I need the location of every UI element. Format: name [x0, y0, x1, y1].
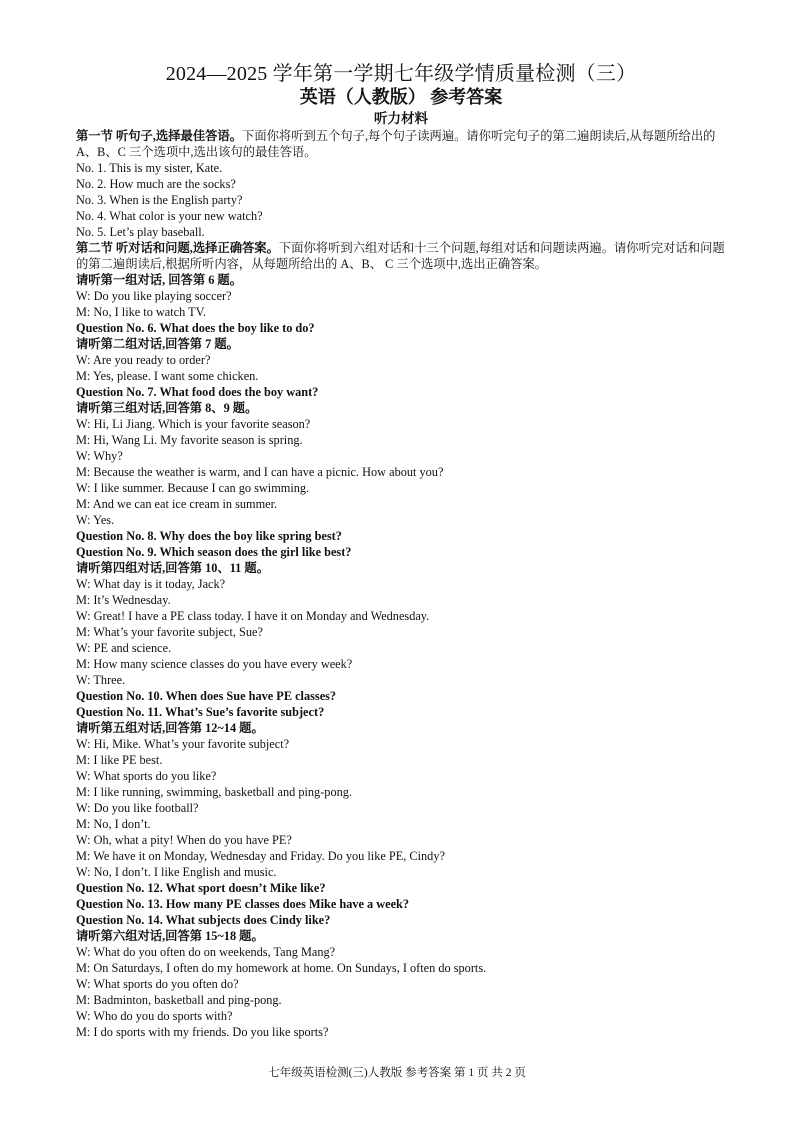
dialogue-line: M: I do sports with my friends. Do you like sports?: [76, 1025, 329, 1039]
dialogue-line: M: And we can eat ice cream in summer.: [76, 497, 278, 511]
dialogue-heading-line: Question No. 10. When does Sue have PE classes?: [76, 689, 337, 703]
page-footer: 七年级英语检测(三)人教版 参考答案 第 1 页 共 2 页: [268, 1067, 526, 1079]
dialogue-line: W: What day is it today, Jack?: [76, 577, 226, 591]
dialogue-line: M: How many science classes do you have every week?: [76, 657, 353, 671]
dialogue-line: W: No, I don’t. I like English and music.: [76, 865, 277, 879]
document-title: 2024—2025 学年第一学期七年级学情质量检测（三）: [165, 63, 637, 85]
document-subtitle: 英语（人教版） 参考答案: [299, 87, 503, 107]
dialogue-heading-line: Question No. 12. What sport doesn’t Mike like?: [76, 881, 326, 895]
dialogue-line: W: Do you like playing soccer?: [76, 289, 232, 303]
dialogue-line: M: I like PE best.: [76, 753, 163, 767]
dialogue-heading-line: 请听第四组对话,回答第 10、11 题。: [76, 561, 269, 575]
dialogue-line: W: Are you ready to order?: [76, 353, 211, 367]
dialogue-heading-line: Question No. 7. What food does the boy want?: [76, 385, 319, 399]
dialogue-line: M: No, I like to watch TV.: [76, 305, 207, 319]
dialogue-line: M: Badminton, basketball and ping-pong.: [76, 993, 282, 1007]
part1-item: No. 2. How much are the socks?: [76, 177, 236, 191]
dialogue-line: W: PE and science.: [76, 641, 172, 655]
dialogue-lines: [76, 272, 726, 1040]
dialogue-line: M: Because the weather is warm, and I can have a picnic. How about you?: [76, 465, 444, 479]
dialogue-heading-line: 请听第三组对话,回答第 8、9 题。: [76, 401, 258, 415]
dialogue-line: W: What sports do you often do?: [76, 977, 239, 991]
dialogue-line: M: It’s Wednesday.: [76, 593, 171, 607]
answer-document: [76, 62, 726, 1040]
dialogue-heading-line: 请听第一组对话, 回答第 6 题。: [76, 273, 243, 287]
part1-item: No. 5. Let’s play baseball.: [76, 225, 205, 239]
dialogue-heading-line: 请听第二组对话,回答第 7 题。: [76, 337, 239, 351]
dialogue-line: M: I like running, swimming, basketball and ping-pong.: [76, 785, 352, 799]
dialogue-line: W: Why?: [76, 449, 123, 463]
dialogue-heading-line: Question No. 8. Why does the boy like spring best?: [76, 529, 342, 543]
dialogue-heading-line: Question No. 9. Which season does the girl like best?: [76, 545, 352, 559]
dialogue-line: W: I like summer. Because I can go swimming.: [76, 481, 310, 495]
part1-item: No. 3. When is the English party?: [76, 193, 243, 207]
dialogue-line: W: Who do you do sports with?: [76, 1009, 233, 1023]
dialogue-line: M: Hi, Wang Li. My favorite season is spring.: [76, 433, 303, 447]
dialogue-heading-line: 请听第六组对话,回答第 15~18 题。: [76, 929, 264, 943]
dialogue-heading-line: Question No. 11. What’s Sue’s favorite subject?: [76, 705, 325, 719]
dialogue-line: W: Hi, Mike. What’s your favorite subject?: [76, 737, 290, 751]
dialogue-line: W: Three.: [76, 673, 126, 687]
dialogue-line: M: On Saturdays, I often do my homework at home. On Sundays, I often do sports.: [76, 961, 487, 975]
section-title: 听力材料: [374, 111, 428, 126]
part2-heading: 第二节 听对话和问题,选择正确答案。: [76, 241, 279, 255]
dialogue-line: W: Hi, Li Jiang. Which is your favorite season?: [76, 417, 311, 431]
dialogue-heading-line: Question No. 13. How many PE classes does Mike have a week?: [76, 897, 410, 911]
dialogue-line: W: What do you often do on weekends, Tang Mang?: [76, 945, 336, 959]
part1-instruction: [76, 128, 726, 160]
part2-instruction-text: 下面你将听到六组对话和十三个问题,每组对话和问题读两遍。请你听完对话和问题的第二遍朗读后,根据所听内容，从每题所给出的 A、B、 C 三个选项中,选出正确答案。: [76, 241, 725, 271]
dialogue-line: W: Oh, what a pity! When do you have PE?: [76, 833, 292, 847]
part1-items: [76, 160, 726, 240]
part2-instruction: [76, 240, 726, 272]
part1-heading: 第一节 听句子,选择最佳答语。: [76, 129, 243, 143]
dialogue-line: W: Yes.: [76, 513, 115, 527]
part1-instruction-text: 下面你将听到五个句子,每个句子读两遍。请你听完句子的第二遍朗读后,从每题所给出的 A、B、C 三个选项中,选出该句的最佳答语。: [76, 129, 716, 159]
dialogue-line: M: No, I don’t.: [76, 817, 151, 831]
dialogue-line: M: What’s your favorite subject, Sue?: [76, 625, 263, 639]
dialogue-line: W: Do you like football?: [76, 801, 199, 815]
dialogue-line: W: Great! I have a PE class today. I have it on Monday and Wednesday.: [76, 609, 430, 623]
part1-item: No. 4. What color is your new watch?: [76, 209, 263, 223]
dialogue-line: M: We have it on Monday, Wednesday and Friday. Do you like PE, Cindy?: [76, 849, 445, 863]
part1-item: No. 1. This is my sister, Kate.: [76, 161, 223, 175]
dialogue-line: W: What sports do you like?: [76, 769, 217, 783]
dialogue-heading-line: 请听第五组对话,回答第 12~14 题。: [76, 721, 264, 735]
dialogue-line: M: Yes, please. I want some chicken.: [76, 369, 259, 383]
dialogue-heading-line: Question No. 6. What does the boy like to do?: [76, 321, 315, 335]
dialogue-heading-line: Question No. 14. What subjects does Cindy like?: [76, 913, 331, 927]
